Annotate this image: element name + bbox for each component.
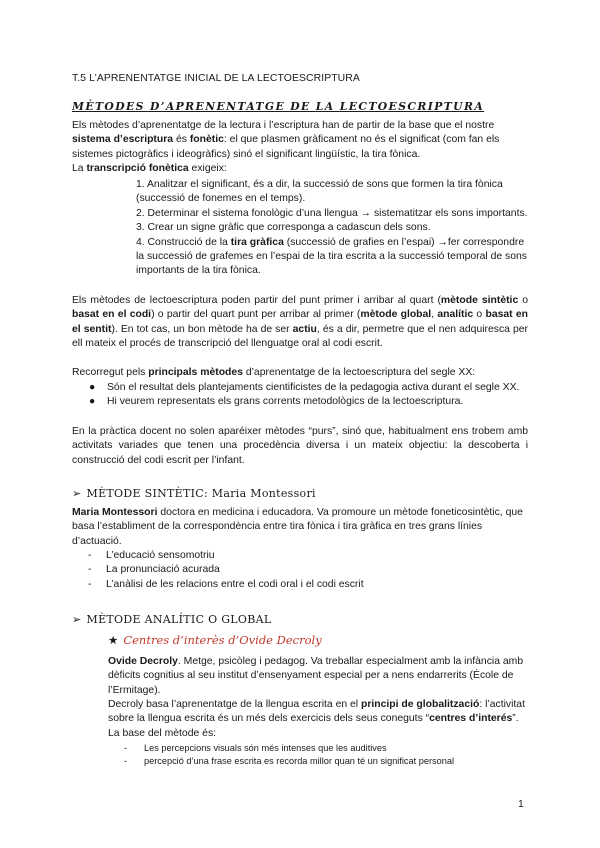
methods-bold-meaning: basat en el sentit — [72, 309, 528, 335]
step-4-text-c: (successió de grafies en l’espai) →fer correspondre la successió de grafemes en l’espai de la tira escrita a la successió temporal de sons importants de la tira fònica. — [136, 236, 527, 277]
globalization-paragraph — [108, 698, 528, 741]
bullet-list — [72, 381, 528, 410]
intro-paragraph — [72, 119, 528, 162]
methods-text-1: Els mètodes de lectoescriptura poden partir del punt primer i arribar al quart ( — [72, 295, 441, 306]
montessori-text: doctora en medicina i educadora. Va promoure un mètode foneticosintètic, que basa l’establiment de la correspondència entre tira fònica i tira gràfica en tres grans línies d’actuació. — [72, 507, 523, 547]
globalization-bold: principi de globalització — [361, 699, 480, 710]
subheading-decroly — [108, 633, 322, 647]
transcription-text-1: La — [72, 163, 87, 174]
decroly-name: Ovide Decroly — [108, 656, 178, 667]
montessori-item-2: La pronunciació acurada — [106, 564, 220, 576]
intro-text-2: és — [173, 134, 190, 146]
intro-text-3: : el que plasmen gràficament no és el significat (com fan els sistemes pictogràfics i ideogràfics) sinó el significant lingüístic, la tira fònica. — [72, 134, 500, 160]
transcription-text-2: exigeix: — [188, 163, 227, 174]
montessori-list — [88, 549, 508, 592]
globalization-text-1: Decroly basa l’aprenentatge de la llengua escrita en el — [108, 699, 361, 710]
step-4-text-a: 4. Construcció de la — [136, 236, 231, 248]
dash-icon: - — [88, 578, 92, 590]
step-4-bold: tira gràfica — [230, 236, 284, 248]
dash-icon: - — [88, 550, 92, 561]
intro-bold-writing-system: sistema d’escriptura — [72, 134, 174, 146]
methods-text-4: , — [431, 309, 438, 321]
bullet-icon: ● — [89, 382, 96, 393]
transcription-bold: transcripció fonètica — [86, 163, 189, 174]
recorregut-text-2: d’aprenentatge de la lectoescriptura del segle XX: — [242, 367, 476, 378]
methods-text-5: o — [473, 309, 486, 321]
montessori-name: Maria Montessori — [72, 507, 158, 518]
list-item — [88, 578, 508, 592]
section-heading-methods: MÈTODES D’APRENENTATGE DE LA LECTOESCRIPTURA — [72, 100, 485, 113]
decroly-text: . Metge, psicòleg i pedagog. Va treballar especialment amb la infància amb dèficits cognitius al seu institut d’ensenyament especial per a nens endarrerits (École de l’Ermitage). — [108, 656, 524, 696]
methods-bold-global: mètode global — [360, 309, 432, 321]
globalization-text-3: ”. La base del mètode és: — [108, 713, 519, 739]
star-icon: ★ — [108, 633, 119, 647]
centres-bold: centres d’interés — [429, 713, 513, 725]
document-title: T.5 L’APRENENTATGE INICIAL DE LA LECTOESCRIPTURA — [72, 73, 360, 84]
methods-paragraph — [72, 294, 528, 352]
montessori-item-3: L’anàlisi de les relacions entre el codi oral i el codi escrit — [106, 578, 364, 590]
methods-text-6: ). En tot cas, un bon mètode ha de ser — [111, 323, 293, 335]
arrow-icon: ➢ — [72, 613, 82, 626]
decroly-list — [124, 742, 524, 768]
methods-bold-active: actiu — [292, 323, 317, 335]
methods-text-3: ) o partir del quart punt per arribar al primer ( — [151, 309, 361, 321]
methods-bold-analytic: analític — [437, 309, 474, 321]
recorregut-text-1: Recorregut pels — [72, 367, 149, 378]
decroly-item-2: percepció d’una frase escrita es recorda millor quan té un significat personal — [144, 755, 454, 766]
recorregut-line — [72, 366, 528, 380]
page-number: 1 — [518, 799, 524, 810]
bullet-item — [72, 381, 528, 395]
list-item — [124, 742, 524, 755]
step-3: 3. Crear un signe gràfic que corresponga a cadascun dels sons. — [136, 222, 431, 234]
decroly-item-1: Les percepcions visuals són més intenses que les auditives — [144, 743, 387, 753]
step-4 — [136, 236, 528, 279]
montessori-item-1: L’educació sensomotriu — [106, 550, 215, 561]
section-heading-synthetic — [72, 487, 316, 501]
step-1: 1. Analitzar el significant, és a dir, la successió de sons que formen la tira fònica (successió de fonemes en el temps). — [136, 179, 503, 205]
methods-text-2: o — [518, 295, 529, 306]
bullet-item — [72, 395, 528, 409]
list-item — [88, 563, 508, 577]
synthetic-heading-text: MÈTODE SINTÈTIC: Maria Montessori — [86, 487, 316, 500]
section-heading-analytic — [72, 613, 271, 627]
globalization-text-2: : l’activitat sobre la llengua escrita és un més dels exercicis dels seus coneguts “ — [108, 699, 525, 725]
dash-icon: - — [124, 743, 128, 753]
list-item — [124, 755, 524, 768]
practice-paragraph: En la pràctica docent no solen aparéixer mètodes “purs”, sinó que, habitualment ens trobem amb activitats variades que tenen una procedència diversa i un mateix objectiu: la descoberta i construcció del codi escrit per l’infant. — [72, 426, 528, 466]
bullet-icon: ● — [89, 396, 96, 408]
decroly-subheading-text: Centres d’interès d’Ovide Decroly — [123, 633, 322, 647]
bullet-text-1: Són el resultat dels plantejaments cientificistes de la pedagogia activa durant el segle XX. — [107, 382, 520, 393]
montessori-paragraph — [72, 506, 528, 549]
methods-text-7: , és a dir, permetre que el nen adquiresca per ell mateix el procés de transcripció del llenguatge oral al codi escrit. — [72, 323, 529, 350]
step-2: 2. Determinar el sistema fonològic d’una llengua → sistematitzar els sons importants. — [136, 207, 528, 219]
numbered-steps-list — [136, 178, 528, 279]
recorregut-bold: principals mètodes — [148, 367, 243, 378]
intro-text: Els mètodes d’aprenentatge de la lectura i l’escriptura han de partir de la base que el nostre — [72, 120, 495, 131]
intro-bold-phonetic: fonètic — [189, 134, 224, 146]
transcription-line — [72, 162, 528, 176]
methods-bold-code: basat en el codi — [72, 309, 152, 321]
analytic-heading-text: MÈTODE ANALÍTIC O GLOBAL — [86, 613, 272, 626]
methods-bold-synthetic: mètode sintètic — [440, 295, 519, 306]
dash-icon: - — [88, 564, 92, 576]
dash-icon: - — [124, 755, 128, 766]
bullet-text-2: Hi veurem representats els grans corrents metodològics de la lectoescriptura. — [107, 396, 464, 408]
list-item — [88, 549, 508, 563]
arrow-icon: ➢ — [72, 487, 82, 500]
decroly-paragraph — [108, 655, 528, 698]
